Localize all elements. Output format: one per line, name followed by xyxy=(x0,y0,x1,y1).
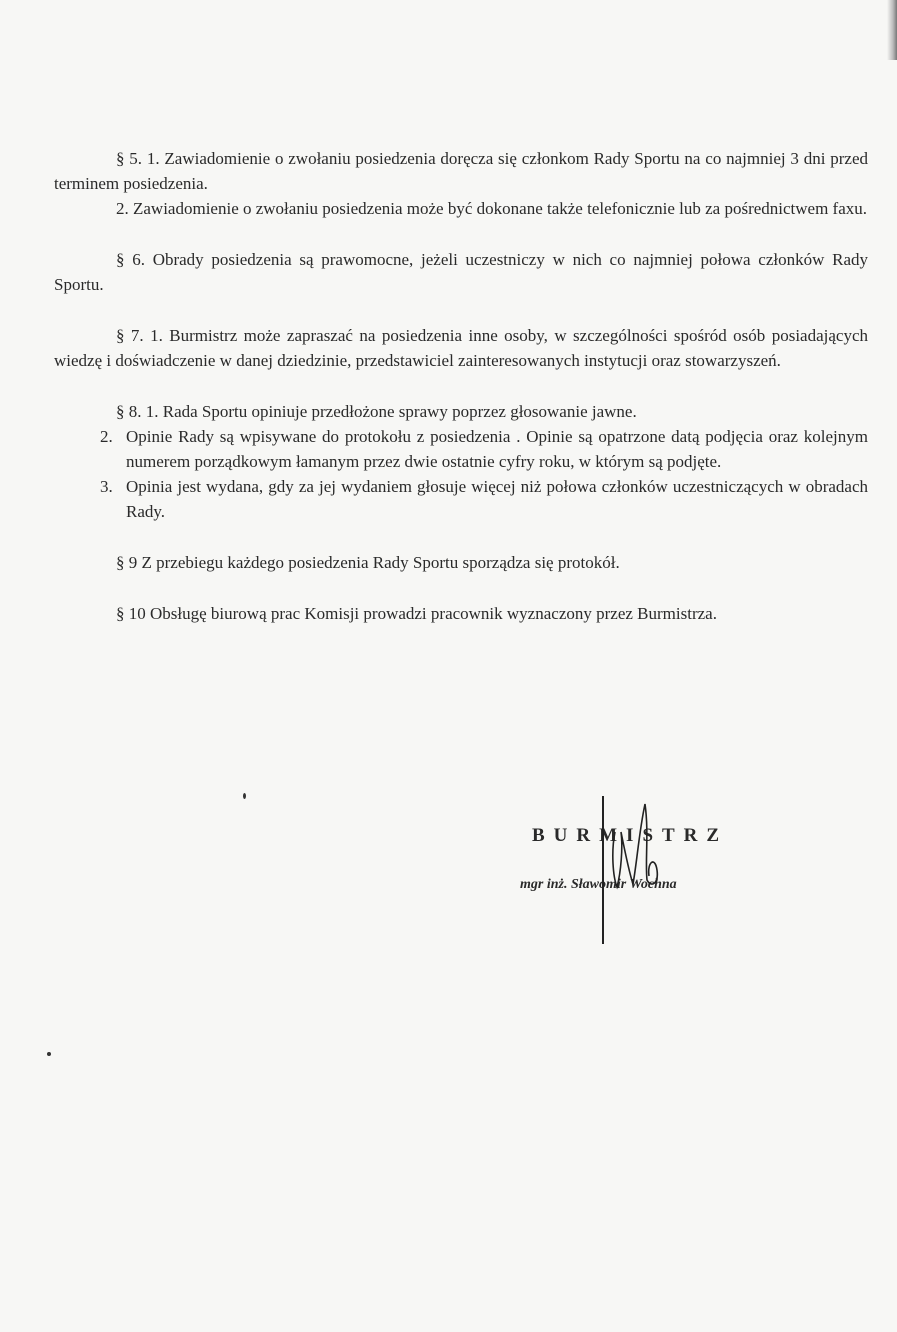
paragraph-8-1: § 8. 1. Rada Sportu opiniuje przedłożone sprawy poprzez głosowanie jawne. xyxy=(116,402,637,421)
paragraph-7-1: § 7. 1. Burmistrz może zapraszać na posiedzenia inne osoby, w szczególności spośród osób posiadających wiedzę i doświadczenie w danej dziedzinie, przedstawiciel zainteresowanych instytucji oraz stowarzyszeń. xyxy=(54,326,868,370)
paragraph-10: § 10 Obsługę biurową prac Komisji prowadzi pracownik wyznaczony przez Burmistrza. xyxy=(116,604,717,623)
signature-name: mgr inż. Sławomir Wochna xyxy=(520,877,677,892)
handwritten-signature xyxy=(585,792,675,952)
scan-speck xyxy=(243,793,246,799)
paragraph-5-2: 2. Zawiadomienie o zwołaniu posiedzenia może być dokonane także telefonicznie lub za pośrednictwem faxu. xyxy=(116,199,868,218)
signature-title: BURMISTRZ xyxy=(532,825,729,846)
scan-speck xyxy=(47,1052,51,1056)
list-item xyxy=(54,424,868,474)
point-number: 3. xyxy=(100,477,113,496)
document-body xyxy=(54,146,868,626)
paragraph-8-points xyxy=(54,424,868,524)
point-text: Opinia jest wydana, gdy za jej wydaniem głosuje więcej niż połowa członków uczestniczących w obradach Rady. xyxy=(126,477,868,521)
list-item xyxy=(54,474,868,524)
point-text: Opinie Rady są wpisywane do protokołu z posiedzenia . Opinie są opatrzone datą podjęcia oraz kolejnym numerem porządkowym łamanym przez dwie ostatnie cyfry roku, w którym są podjęte. xyxy=(126,427,868,471)
scan-edge-shadow xyxy=(887,0,897,60)
point-number: 2. xyxy=(100,427,113,446)
paragraph-6: § 6. Obrady posiedzenia są prawomocne, jeżeli uczestniczy w nich co najmniej połowa członków Rady Sportu. xyxy=(54,250,868,294)
paragraph-9: § 9 Z przebiegu każdego posiedzenia Rady Sportu sporządza się protokół. xyxy=(116,553,620,572)
paragraph-5-1: § 5. 1. Zawiadomienie o zwołaniu posiedzenia doręcza się członkom Rady Sportu na co najmniej 3 dni przed terminem posiedzenia. xyxy=(54,149,868,193)
